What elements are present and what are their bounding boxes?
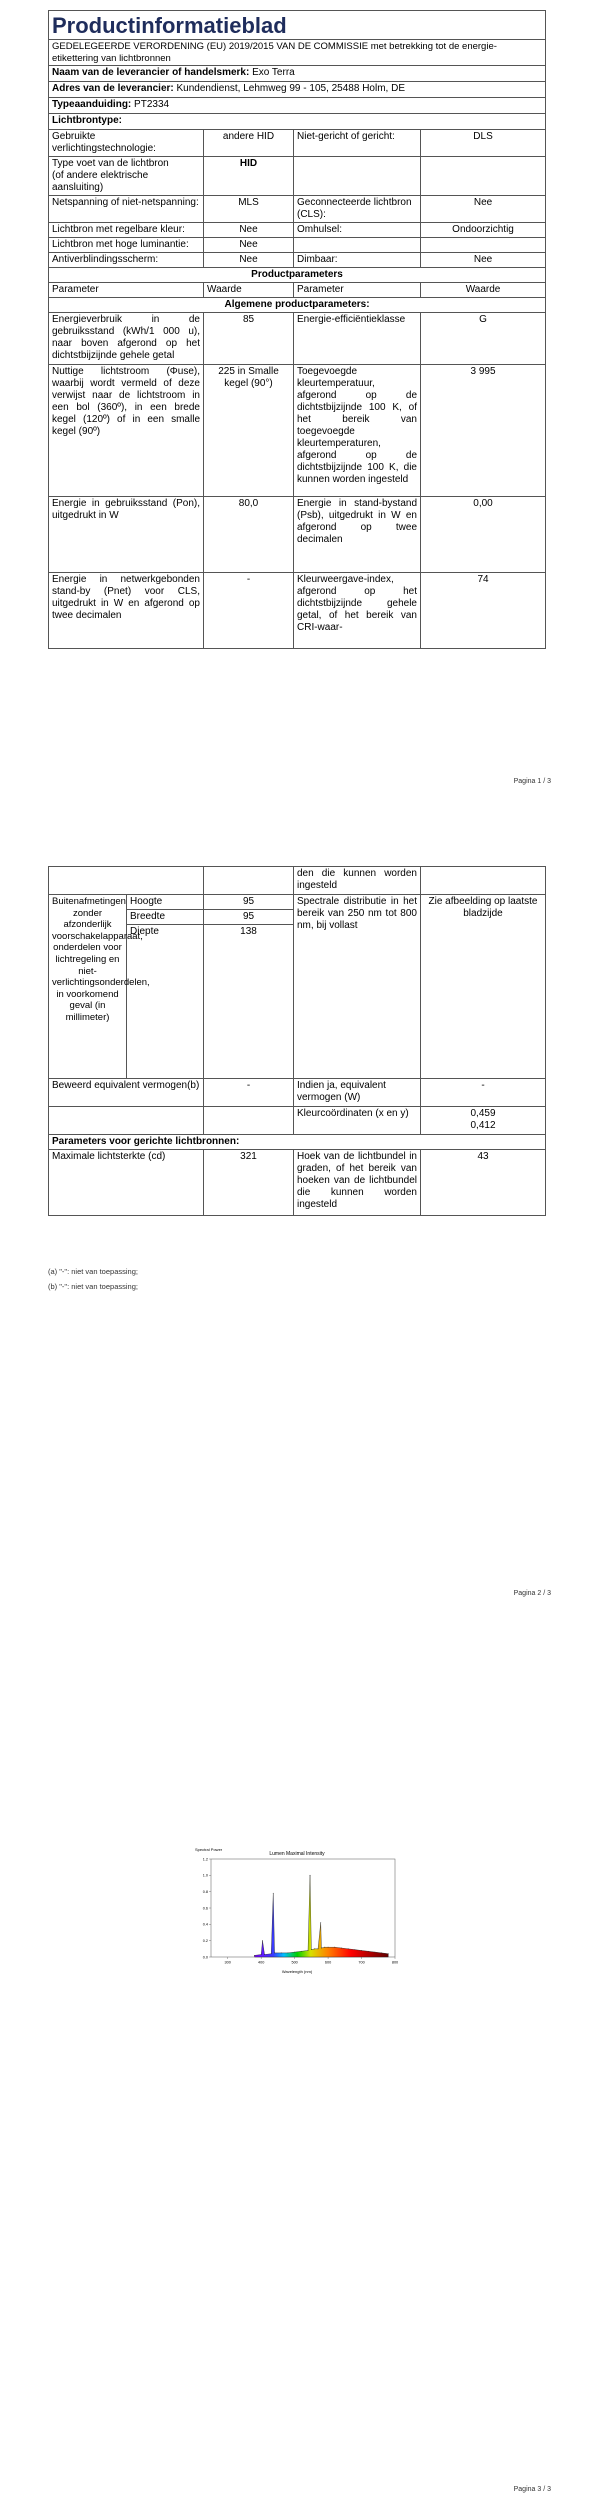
chart-axes: [203, 1857, 398, 1964]
y-tick-label: 0.2: [202, 1938, 208, 1943]
data-point: [348, 1948, 349, 1949]
type-value: Nee: [204, 253, 294, 268]
spectrum-area: [254, 1875, 388, 1957]
page-number: Pagina 1 / 3: [513, 778, 551, 785]
type-value: Nee: [204, 223, 294, 238]
address-label: Adres van de leverancier:: [52, 83, 174, 94]
param-label-continued: den die kunnen worden ingesteld: [294, 867, 421, 895]
dimension-name: Diepte: [127, 925, 204, 1079]
page-2: [0, 830, 591, 1660]
directional-header: Parameters voor gerichte lichtbronnen:: [49, 1135, 546, 1150]
param-label: Energieverbruik in de gebruiksstand (kWh/1 000 u), naar boven afgerond op het dichtstbijzijnde gehele getal: [49, 313, 204, 365]
x-tick-label: 500: [291, 1960, 298, 1965]
data-point: [281, 1953, 282, 1954]
type-value: Nee: [421, 253, 546, 268]
data-point: [388, 1953, 389, 1954]
plot-frame: [211, 1859, 395, 1957]
page-number: Pagina 2 / 3: [513, 1590, 551, 1597]
spectral-distribution-chart: [189, 1845, 405, 1975]
x-tick-label: 300: [224, 1960, 231, 1965]
max-intensity-label: Maximale lichtsterkte (cd): [49, 1150, 204, 1216]
data-point: [334, 1947, 335, 1948]
equivalent-power-value: -: [421, 1079, 546, 1107]
claimed-power-label: Beweerd equivalent vermogen(b): [49, 1079, 204, 1107]
product-params-header: Productparameters: [49, 268, 546, 283]
supplier-label: Naam van de leverancier of handelsmerk:: [52, 67, 250, 78]
y-tick-label: 0.8: [202, 1889, 208, 1894]
page-3: [0, 1660, 591, 2510]
type-label: Type voet van de lichtbron (of andere elektrische aansluiting): [49, 157, 204, 196]
type-label: Dimbaar:: [294, 253, 421, 268]
y-axis-label: Spectral Power: [195, 1847, 223, 1852]
type-label: [294, 238, 421, 253]
data-point: [254, 1955, 255, 1956]
empty-cell: [204, 867, 294, 895]
type-value: MLS: [204, 196, 294, 223]
type-value: DLS: [421, 130, 546, 157]
chromaticity-y: 0,412: [470, 1120, 496, 1131]
data-point: [264, 1954, 265, 1955]
claimed-power-value: -: [204, 1079, 294, 1107]
data-point: [288, 1953, 289, 1954]
model-label: Typeaanduiding:: [52, 99, 132, 110]
data-point: [262, 1940, 263, 1941]
x-tick-label: 600: [324, 1960, 332, 1965]
address-row: [49, 82, 546, 98]
y-tick-label: 0.4: [202, 1922, 208, 1927]
data-point: [318, 1948, 319, 1949]
beam-angle-value: 43: [421, 1150, 546, 1216]
spectral-value: Zie afbeelding op laatste bladzijde: [421, 895, 546, 1079]
dimension-name: Hoogte: [127, 895, 204, 910]
type-value: andere HID: [204, 130, 294, 157]
param-label: Energie in gebruiksstand (Pon), uitgedrukt in W: [49, 497, 204, 573]
param-value: 0,00: [421, 497, 546, 573]
type-label: Netspanning of niet-netspanning:: [49, 196, 204, 223]
address-value: Kundendienst, Lehmweg 99 - 105, 25488 Holm, DE: [176, 83, 405, 94]
type-value: [421, 238, 546, 253]
model-row: [49, 98, 546, 114]
spectrum-svg: [189, 1845, 405, 1975]
chromaticity-x: 0,459: [470, 1108, 496, 1119]
data-point: [314, 1948, 315, 1949]
supplier-value: Exo Terra: [252, 67, 295, 78]
empty-cell: [49, 1107, 204, 1135]
data-point: [375, 1952, 376, 1953]
data-point: [273, 1893, 274, 1894]
chromaticity-label: Kleurcoördinaten (x en y): [294, 1107, 421, 1135]
data-point: [310, 1875, 311, 1876]
empty-cell: [421, 867, 546, 895]
param-value: 3 995: [421, 365, 546, 497]
equivalent-power-label: Indien ja, equivalent vermogen (W): [294, 1079, 421, 1107]
param-label: Kleurweergave-index, afgerond op het dichtstbijzijnde gehele getal, of het bereik van CRI-waar-: [294, 573, 421, 649]
dimension-value: 95: [204, 895, 294, 910]
col-param-header: Parameter: [294, 283, 421, 298]
data-point: [321, 1948, 322, 1949]
page-title: Productinformatieblad: [49, 11, 546, 40]
type-label: Lichtbron met regelbare kleur:: [49, 223, 204, 238]
col-param-header: Parameter: [49, 283, 204, 298]
dimensions-label: Buitenafmetingen zonder afzonderlijk voorschakelapparaat, onderdelen voor lichtregeling en niet-verlichtingsonderdelen, in voorkomend geval (in millimeter): [49, 895, 127, 1079]
data-point: [361, 1950, 362, 1951]
param-value: 85: [204, 313, 294, 365]
page-number: Pagina 3 / 3: [513, 2486, 551, 2493]
x-axis-label: Wavelength (nm): [281, 1969, 313, 1974]
beam-angle-label: Hoek van de lichtbundel in graden, of het bereik van hoeken van de lichtbundel die kunnen worden ingesteld: [294, 1150, 421, 1216]
col-value-header: Waarde: [421, 283, 546, 298]
data-point: [294, 1952, 295, 1953]
data-point: [324, 1947, 325, 1948]
y-tick-label: 0.0: [202, 1955, 208, 1960]
data-point: [354, 1949, 355, 1950]
param-value: -: [204, 573, 294, 649]
footnote-b: (b) "-": niet van toepassing;: [48, 1282, 138, 1291]
data-point: [301, 1951, 302, 1952]
type-label: Lichtbron met hoge luminantie:: [49, 238, 204, 253]
dimension-name: Breedte: [127, 910, 204, 925]
x-tick-label: 800: [391, 1960, 399, 1965]
param-value: 225 in Smalle kegel (90°): [204, 365, 294, 497]
param-label: Energie in netwerkgebonden stand-by (Pnet) voor CLS, uitgedrukt in W en afgerond op twee decimalen: [49, 573, 204, 649]
spectral-label: Spectrale distributie in het bereik van 250 nm tot 800 nm, bij vollast: [294, 895, 421, 1079]
regulation-text: GEDELEGEERDE VERORDENING (EU) 2019/2015 VAN DE COMMISSIE met betrekking tot de energie-etikettering van lichtbronnen: [49, 40, 546, 66]
y-tick-label: 1.2: [202, 1857, 208, 1862]
param-label: Nuttige lichtstroom (Φuse), waarbij wordt vermeld of deze verwijst naar de lichtstroom in een bol (360º), in een brede kegel (120º) of in een smalle kegel (90º): [49, 365, 204, 497]
type-label: Antiverblindingsscherm:: [49, 253, 204, 268]
type-label: Niet-gericht of gericht:: [294, 130, 421, 157]
data-point: [261, 1954, 262, 1955]
col-value-header: Waarde: [204, 283, 294, 298]
dimension-value: 95: [204, 910, 294, 925]
page-1: [0, 0, 591, 830]
param-label: Toegevoegde kleurtemperatuur, afgerond op de dichtstbijzijnde 100 K, of het bereik van toegevoegde kleurtemperaturen, afgerond op de dichtstbijzijnde 100 K, die kunnen worden ingesteld: [294, 365, 421, 497]
lightsource-type-header: Lichtbrontype:: [49, 114, 546, 130]
product-info-table-continued: [48, 866, 546, 1216]
param-label: Energie-efficiëntieklasse: [294, 313, 421, 365]
footnote-a: (a) "-": niet van toepassing;: [48, 1267, 138, 1276]
type-label: Gebruikte verlichtingstechnologie:: [49, 130, 204, 157]
type-value: HID: [204, 157, 294, 196]
type-value: [421, 157, 546, 196]
x-tick-label: 400: [258, 1960, 265, 1965]
dimension-value: 138: [204, 925, 294, 1079]
data-point: [368, 1951, 369, 1952]
supplier-row: [49, 66, 546, 82]
param-value: G: [421, 313, 546, 365]
empty-cell: [49, 867, 204, 895]
y-tick-label: 1.0: [202, 1873, 208, 1878]
type-label: Omhulsel:: [294, 223, 421, 238]
max-intensity-value: 321: [204, 1150, 294, 1216]
type-value: Nee: [204, 238, 294, 253]
type-label: [294, 157, 421, 196]
empty-cell: [204, 1107, 294, 1135]
data-point: [308, 1950, 309, 1951]
product-info-table: [48, 10, 546, 649]
data-point: [271, 1953, 272, 1954]
model-value: PT2334: [134, 99, 170, 110]
data-point: [381, 1953, 382, 1954]
data-point: [341, 1948, 342, 1949]
data-point: [274, 1953, 275, 1954]
chart-marks: [254, 1875, 389, 1957]
y-tick-label: 0.6: [202, 1906, 208, 1911]
x-tick-label: 700: [358, 1960, 365, 1965]
type-value: Nee: [421, 196, 546, 223]
chromaticity-values: [421, 1107, 546, 1135]
type-value: Ondoorzichtig: [421, 223, 546, 238]
param-label: Energie in stand-bystand (Psb), uitgedrukt in W en afgerond op twee decimalen: [294, 497, 421, 573]
param-value: 80,0: [204, 497, 294, 573]
data-point: [311, 1949, 312, 1950]
chart-title: Lumen Maximal Intensity: [269, 1851, 325, 1857]
param-value: 74: [421, 573, 546, 649]
data-point: [320, 1922, 321, 1923]
general-params-header: Algemene productparameters:: [49, 298, 546, 313]
data-point: [328, 1947, 329, 1948]
type-label: Geconnecteerde lichtbron (CLS):: [294, 196, 421, 223]
